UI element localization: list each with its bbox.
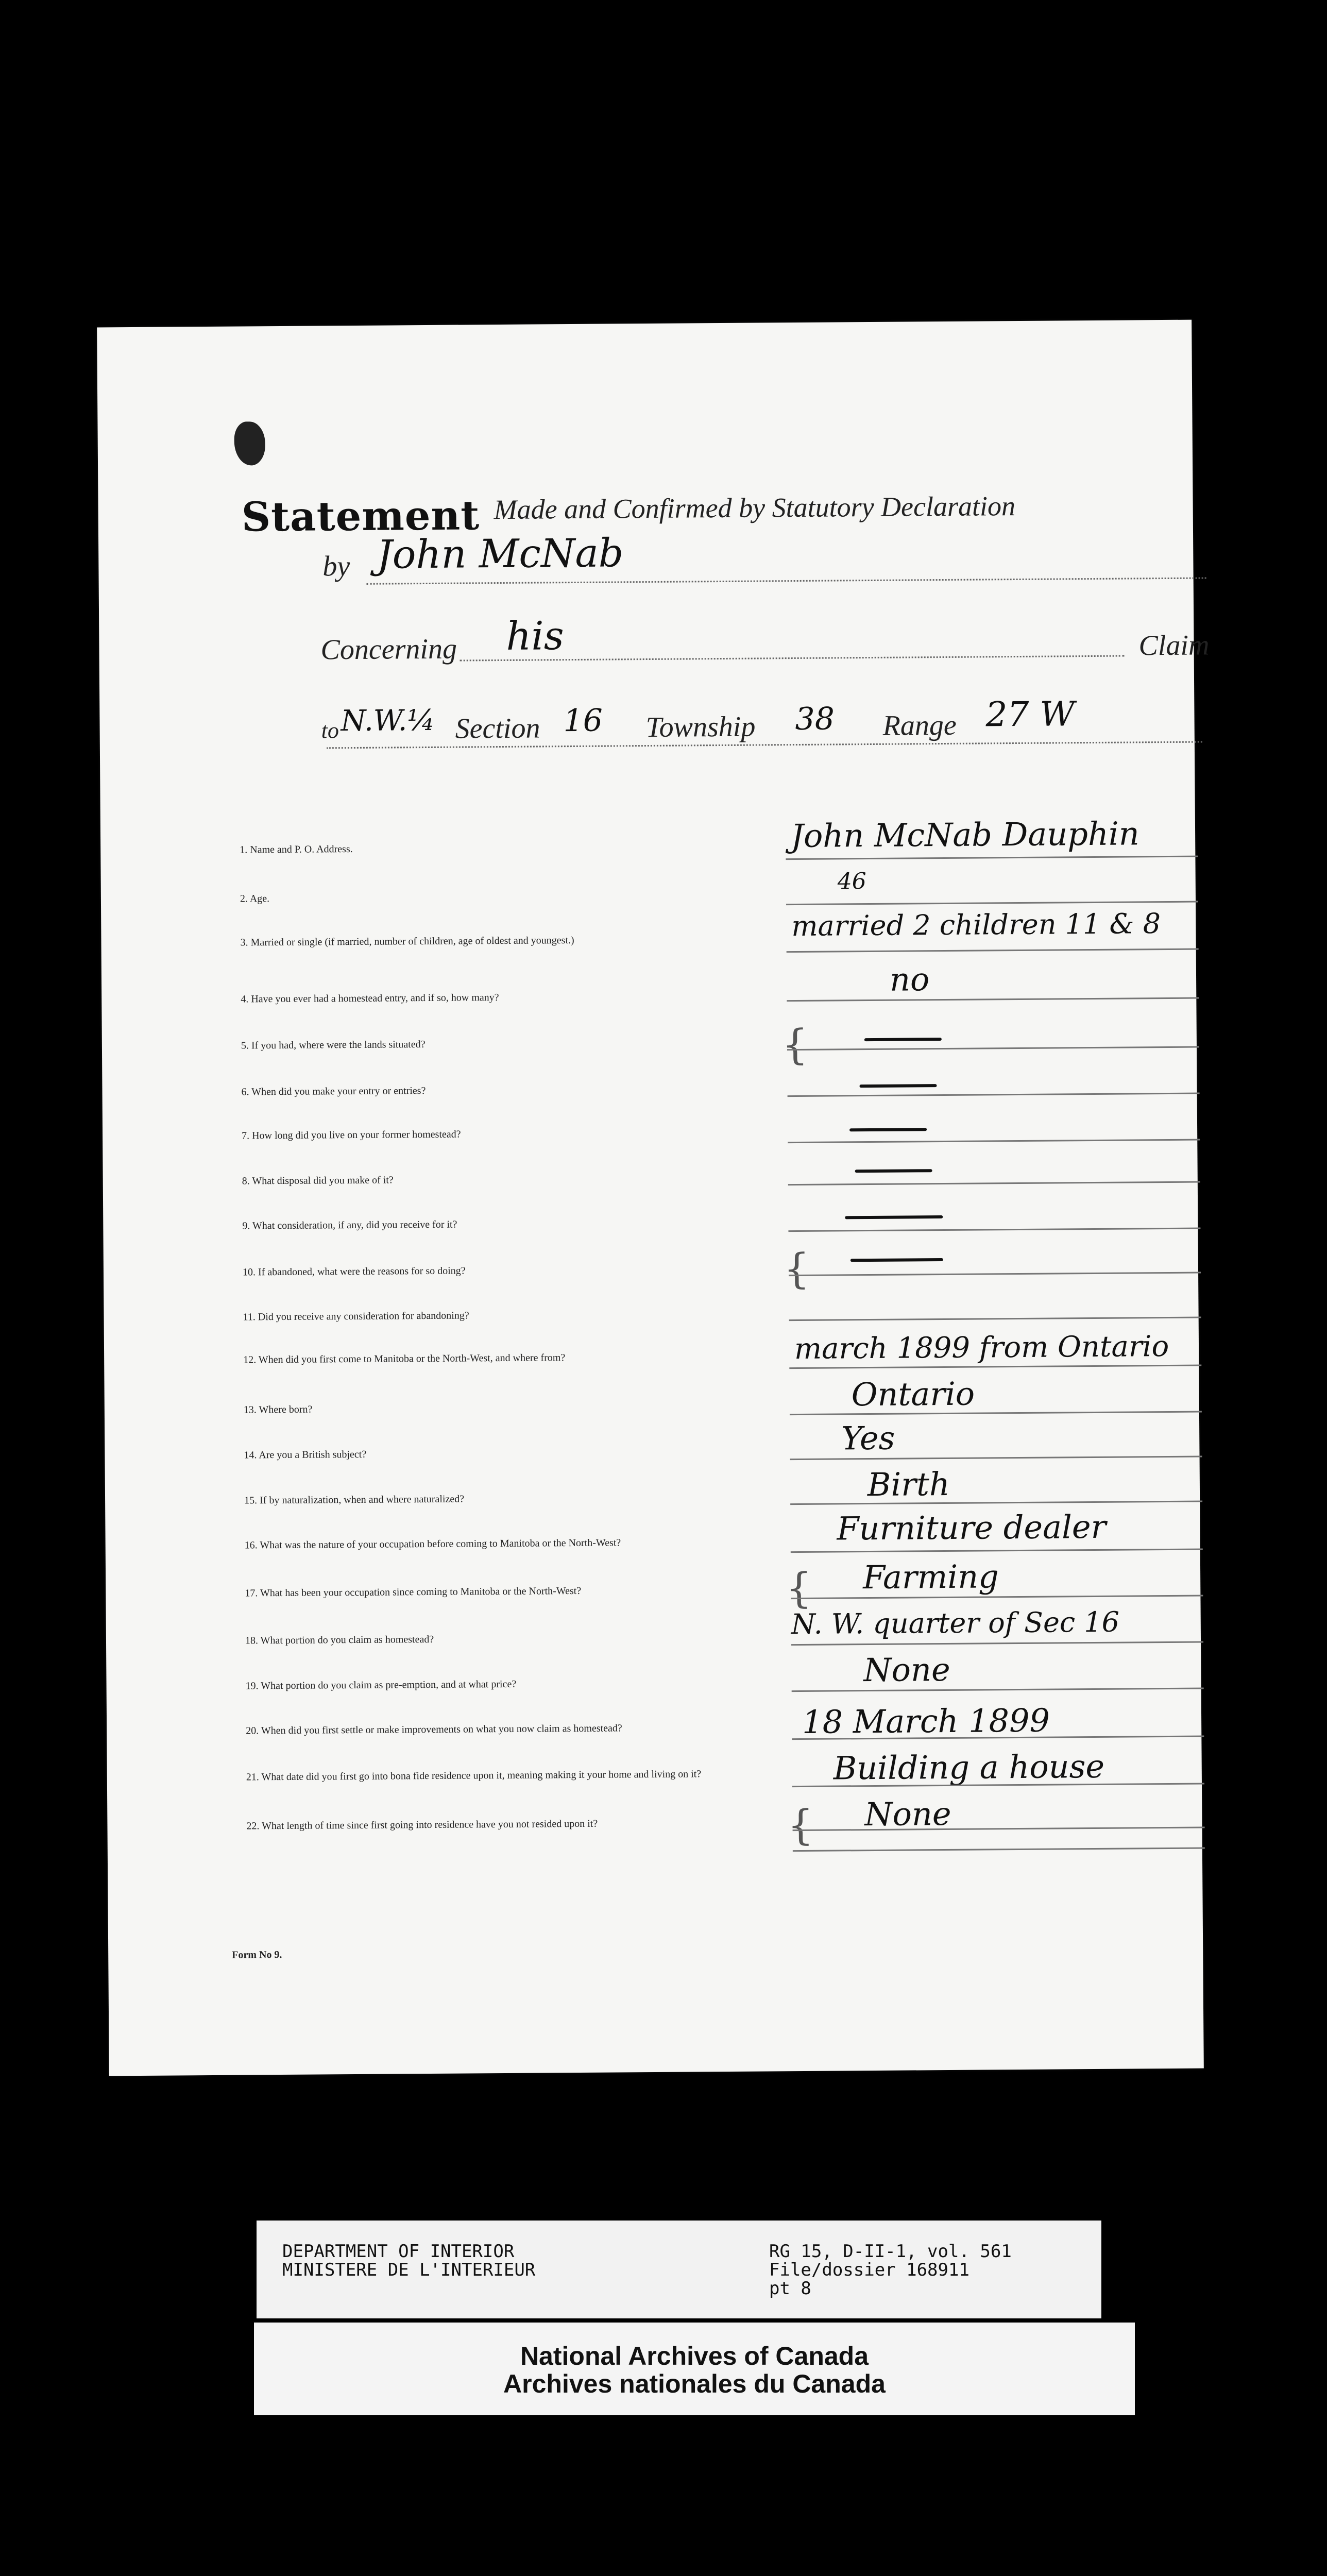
answer-15: Birth xyxy=(867,1465,950,1504)
to-label: to xyxy=(321,718,339,743)
question-2: 2. Age. xyxy=(240,893,270,905)
question-12: 12. When did you first come to Manitoba or the North-West, and where from? xyxy=(243,1352,566,1366)
archive-banner xyxy=(254,2323,1135,2415)
answer-22: None xyxy=(864,1794,951,1834)
question-16: 16. What was the nature of your occupation before coming to Manitoba or the North-West? xyxy=(244,1537,621,1551)
answer-dash-8 xyxy=(855,1169,932,1173)
answer-16: Furniture dealer xyxy=(837,1507,1107,1548)
question-8: 8. What disposal did you make of it? xyxy=(242,1174,394,1187)
township-value: 38 xyxy=(795,701,835,738)
range-value: 27 W xyxy=(985,694,1075,735)
question-20: 20. When did you first settle or make improvements on what you now claim as homestead? xyxy=(246,1722,622,1737)
answer-12: march 1899 from Ontario xyxy=(794,1329,1169,1366)
answer-17: Farming xyxy=(862,1557,999,1597)
question-13: 13. Where born? xyxy=(243,1403,313,1416)
section-value: 16 xyxy=(563,702,603,739)
question-10: 10. If abandoned, what were the reasons for so doing? xyxy=(242,1265,466,1278)
form-title: Statement xyxy=(241,492,480,541)
answer-18: N. W. quarter of Sec 16 xyxy=(791,1605,1120,1641)
dept-en: DEPARTMENT OF INTERIOR xyxy=(282,2241,515,2262)
question-22: 22. What length of time since first going into residence have you not resided upon it? xyxy=(246,1818,598,1832)
answer-line xyxy=(787,1046,1199,1051)
question-19: 19. What portion do you claim as pre-emption, and at what price? xyxy=(245,1678,517,1692)
by-line xyxy=(367,577,1206,584)
answer-line xyxy=(792,1688,1204,1692)
concerning-value: his xyxy=(506,613,564,659)
question-7: 7. How long did you live on your former homestead? xyxy=(242,1128,461,1142)
answer-line xyxy=(786,856,1198,860)
brace: { xyxy=(787,1801,814,1850)
question-17: 17. What has been your occupation since coming to Manitoba or the North-West? xyxy=(245,1585,582,1599)
answer-dash-6 xyxy=(859,1084,937,1088)
question-15: 15. If by naturalization, when and where naturalized? xyxy=(244,1493,465,1506)
question-9: 9. What consideration, if any, did you receive for it? xyxy=(242,1218,457,1232)
question-4: 4. Have you ever had a homestead entry, and if so, how many? xyxy=(241,992,499,1005)
by-label: by xyxy=(322,550,350,583)
answer-line xyxy=(791,1549,1203,1553)
concerning-label: Concerning xyxy=(320,633,457,666)
answer-3: married 2 children 11 & 8 xyxy=(791,907,1161,943)
question-5: 5. If you had, where were the lands situated? xyxy=(241,1039,426,1052)
answer-dash-10 xyxy=(850,1258,943,1262)
form-number: Form No 9. xyxy=(232,1949,282,1961)
statement-form-sheet xyxy=(97,320,1210,2076)
answer-line xyxy=(788,1228,1200,1232)
answer-line xyxy=(791,1641,1203,1646)
answer-1: John McNab Dauphin xyxy=(790,815,1139,855)
answer-line xyxy=(789,1272,1201,1277)
answer-line xyxy=(791,1595,1203,1600)
question-11: 11. Did you receive any consideration for abandoning? xyxy=(243,1310,469,1323)
brace: { xyxy=(785,1564,812,1613)
question-1: 1. Name and P. O. Address. xyxy=(240,843,353,856)
ink-smudge xyxy=(234,421,265,465)
range-label: Range xyxy=(882,709,957,742)
answer-line xyxy=(793,1848,1205,1852)
answer-line xyxy=(787,997,1199,1002)
answer-19: None xyxy=(863,1650,950,1689)
question-3: 3. Married or single (if married, number of children, age of oldest and youngest.) xyxy=(240,935,574,948)
form-subtitle: Made and Confirmed by Statutory Declaration xyxy=(494,490,1016,526)
answer-dash-9 xyxy=(845,1215,943,1219)
dept-fr: MINISTERE DE L'INTERIEUR xyxy=(282,2260,536,2280)
answer-line xyxy=(787,948,1199,953)
answer-13: Ontario xyxy=(851,1375,975,1414)
answer-2: 46 xyxy=(837,868,866,895)
answer-4: no xyxy=(889,960,930,998)
brace: { xyxy=(781,1020,809,1069)
claim-label: Claim xyxy=(1138,629,1210,662)
answer-dash-5 xyxy=(864,1038,942,1041)
answer-dash-7 xyxy=(849,1128,927,1131)
question-6: 6. When did you make your entry or entries? xyxy=(241,1085,426,1098)
to-value: N.W.¼ xyxy=(341,703,435,738)
answer-line xyxy=(790,1501,1202,1505)
township-label: Township xyxy=(645,710,756,744)
answer-line xyxy=(788,1093,1200,1097)
reference-line-1: RG 15, D-II-1, vol. 561 xyxy=(769,2241,1012,2262)
by-value: John McNab xyxy=(376,530,624,578)
answer-20: 18 March 1899 xyxy=(802,1701,1050,1741)
answer-line xyxy=(793,1827,1205,1832)
section-label: Section xyxy=(455,712,540,745)
answer-line xyxy=(786,901,1198,906)
archive-name-fr: Archives nationales du Canada xyxy=(503,2369,886,2398)
question-14: 14. Are you a British subject? xyxy=(244,1448,367,1461)
answer-line xyxy=(789,1317,1201,1321)
answer-line xyxy=(788,1181,1200,1186)
reference-line-3: pt 8 xyxy=(769,2278,811,2299)
question-18: 18. What portion do you claim as homestead? xyxy=(245,1633,434,1647)
archive-name-en: National Archives of Canada xyxy=(520,2342,869,2370)
question-21: 21. What date did you first go into bona fide residence upon it, meaning making it your home and living on it? xyxy=(246,1768,702,1783)
brace: { xyxy=(783,1244,810,1293)
archive-reference-label xyxy=(257,2221,1101,2318)
answer-line xyxy=(788,1139,1200,1144)
answer-14: Yes xyxy=(841,1419,895,1458)
answer-21: Building a house xyxy=(833,1747,1105,1787)
reference-line-2: File/dossier 168911 xyxy=(769,2260,969,2280)
